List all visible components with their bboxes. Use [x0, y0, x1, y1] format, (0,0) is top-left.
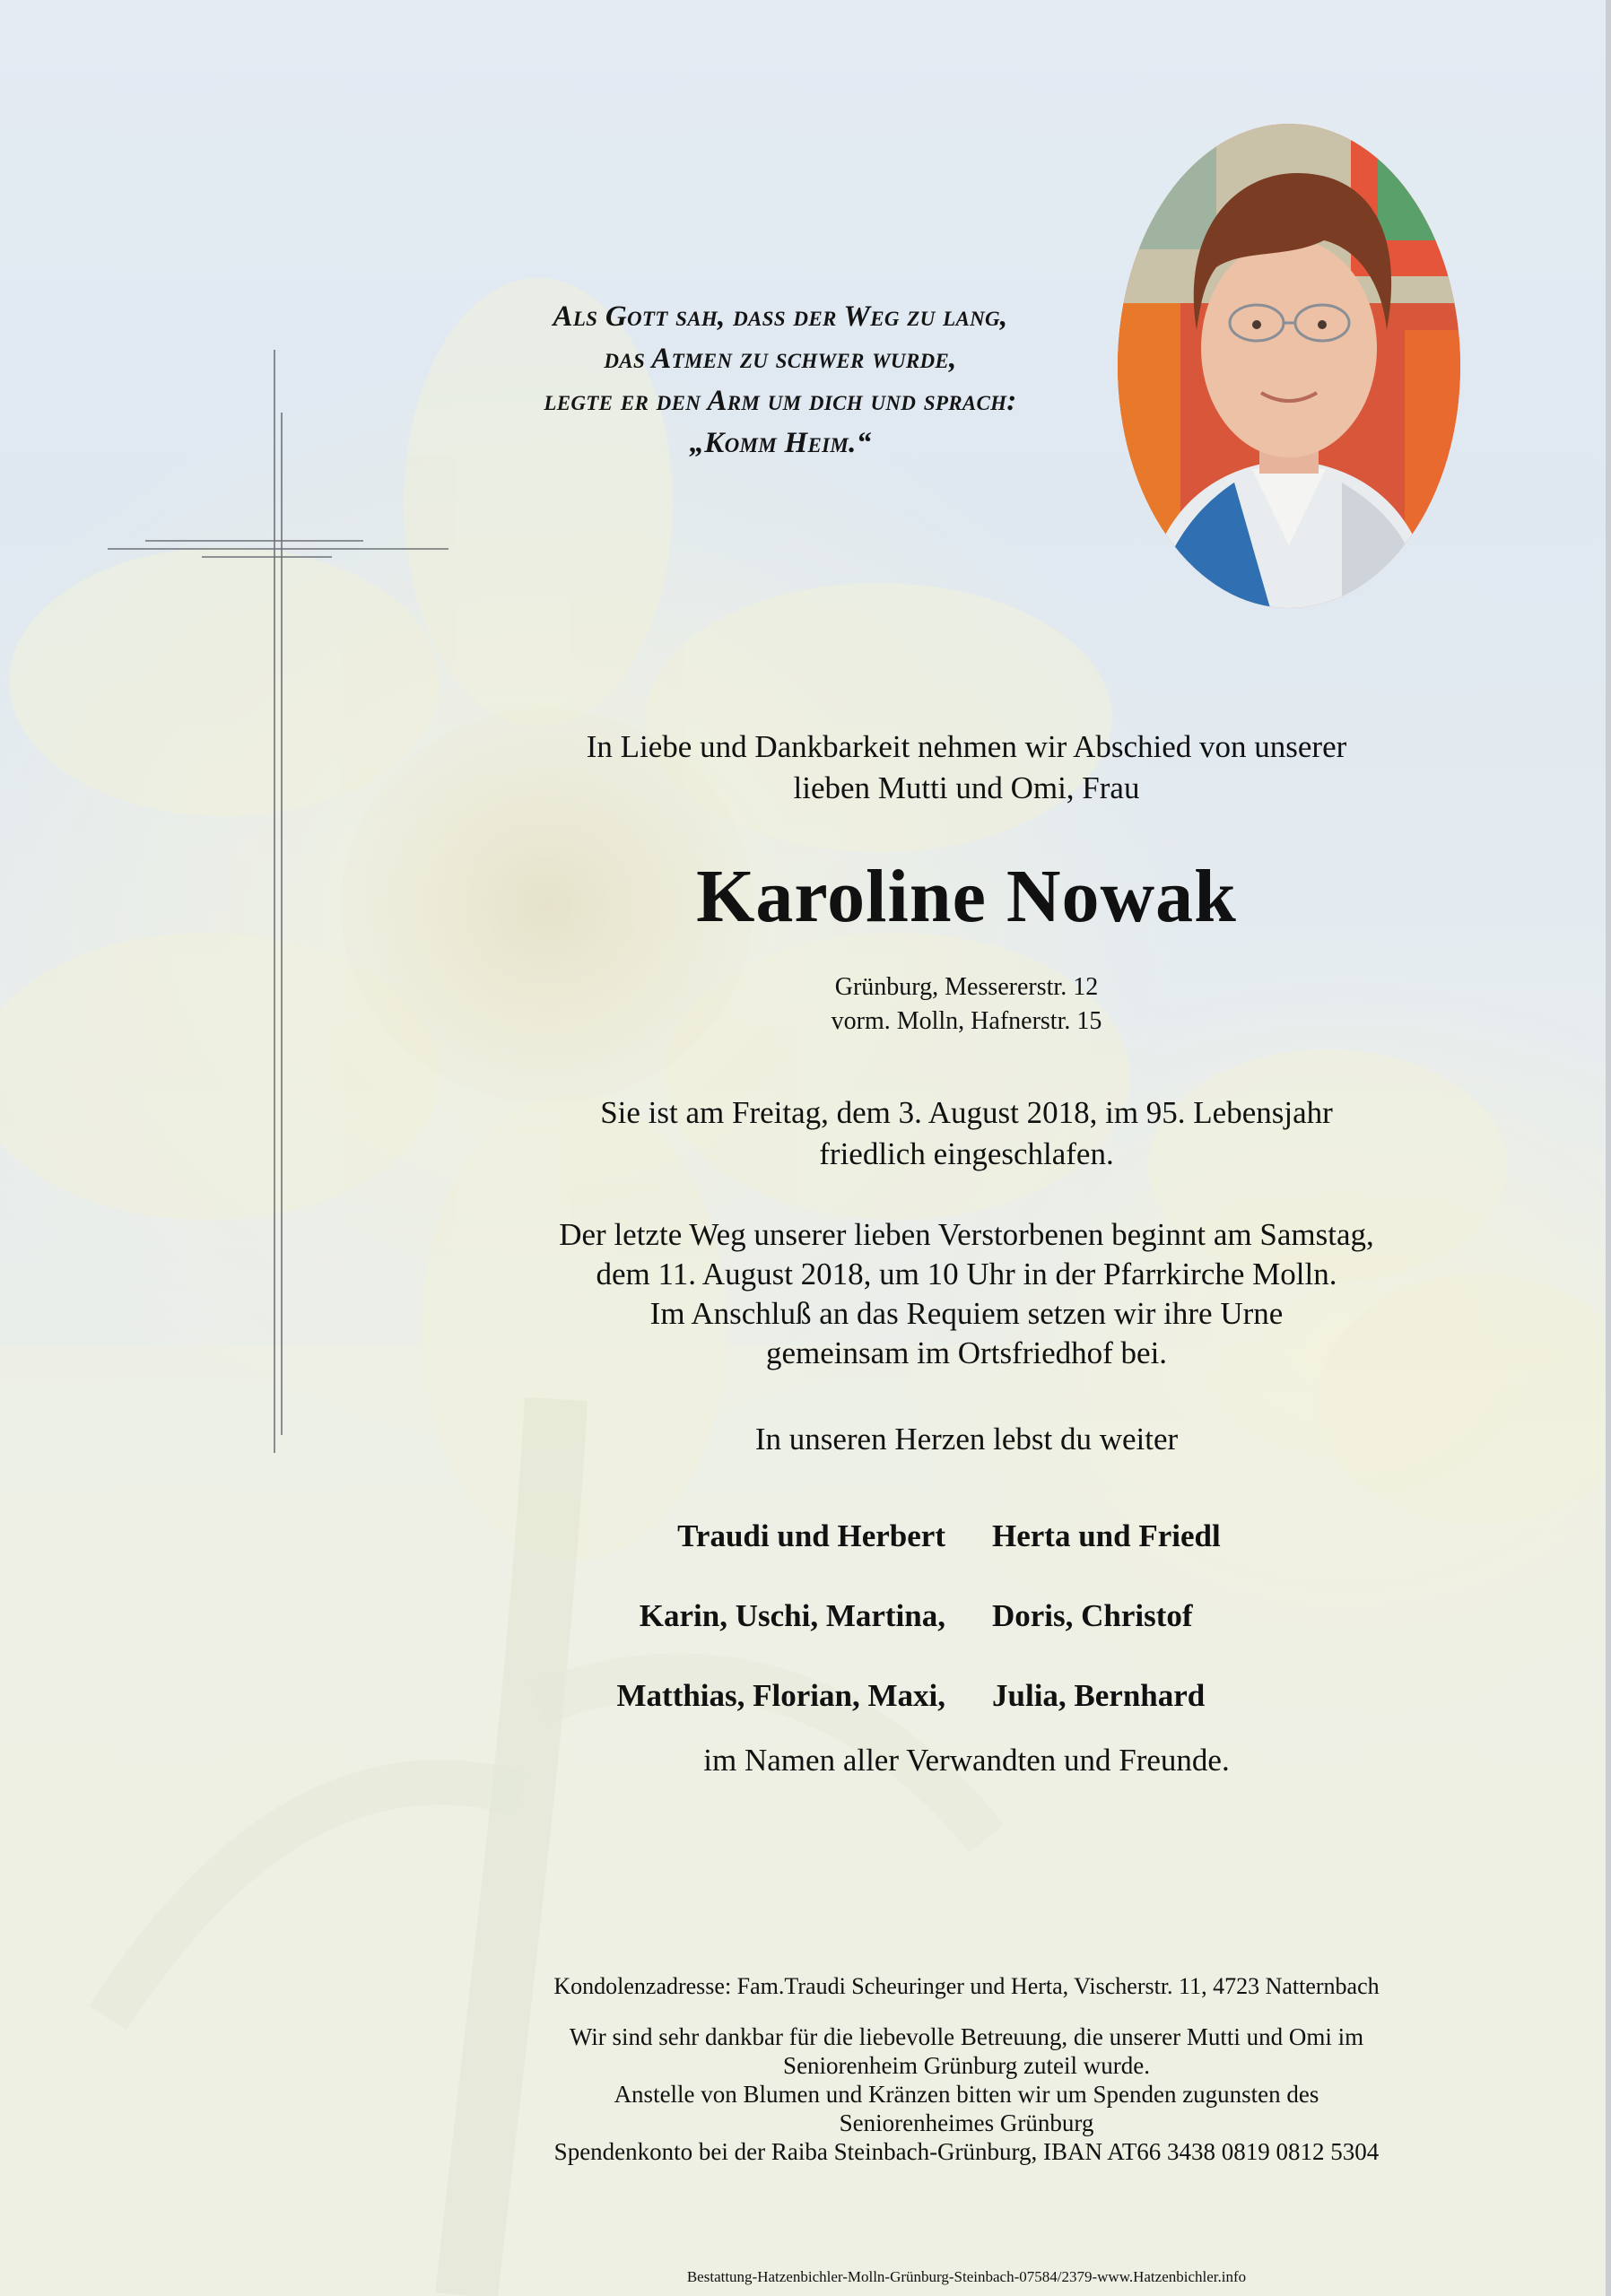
mourner-right: Herta und Friedl — [992, 1518, 1221, 1553]
mourners-row — [574, 1576, 1363, 1656]
condolence-address: Kondolenzadresse: Fam.Traudi Scheuringer und Herta, Vischerstr. 11, 4723 Natternbach — [553, 1973, 1380, 1999]
thanks-line: Seniorenheim Grünburg zuteil wurde. — [783, 2052, 1150, 2079]
mourner-left: Karin, Uschi, Martina, — [639, 1597, 945, 1633]
funeral-notice-line: Im Anschluß an das Requiem setzen wir ihre Urne — [649, 1296, 1284, 1331]
address-line: vorm. Molln, Hafnerstr. 15 — [831, 1007, 1102, 1035]
deceased-address — [466, 970, 1467, 1039]
poem-line: legte er den Arm um dich und sprach: — [544, 385, 1017, 417]
poem-line: Als Gott sah, dass der Weg zu lang, — [553, 300, 1008, 333]
intro-text — [466, 726, 1467, 809]
deceased-name: Karoline Nowak — [696, 855, 1237, 938]
thanks-line: Anstelle von Blumen und Kränzen bitten wir um Spenden zugunsten des — [614, 2081, 1319, 2108]
poem — [484, 296, 1076, 465]
poem-line: „Komm Heim.“ — [689, 427, 872, 459]
thanks-line: Wir sind sehr dankbar für die liebevolle Betreuung, die unserer Mutti und Omi im — [569, 2023, 1364, 2050]
page-edge — [1606, 0, 1611, 2296]
poem-line: das Atmen zu schwer wurde, — [604, 343, 957, 375]
death-notice-line: Sie ist am Freitag, dem 3. August 2018, im 95. Lebensjahr — [600, 1095, 1333, 1130]
mourners-list — [574, 1496, 1363, 1735]
funeral-notice-line: gemeinsam im Ortsfriedhof bei. — [765, 1335, 1168, 1370]
intro-line: In Liebe und Dankbarkeit nehmen wir Abschied von unserer — [586, 729, 1347, 764]
mourner-left: Matthias, Florian, Maxi, — [616, 1677, 945, 1713]
death-notice — [466, 1092, 1467, 1175]
motto: In unseren Herzen lebst du weiter — [754, 1422, 1179, 1457]
funeral-notice — [466, 1215, 1467, 1373]
mourner-right: Doris, Christof — [992, 1597, 1193, 1633]
mourners-row — [574, 1656, 1363, 1735]
thanks-line: Spendenkonto bei der Raiba Steinbach-Grünburg, IBAN AT66 3438 0819 0812 5304 — [553, 2138, 1380, 2165]
cross-icon — [108, 350, 457, 1453]
address-line: Grünburg, Messererstr. 12 — [834, 973, 1099, 1001]
thanks-line: Seniorenheimes Grünburg — [839, 2109, 1094, 2136]
mourner-right: Julia, Bernhard — [992, 1677, 1206, 1713]
mourner-left: Traudi und Herbert — [677, 1518, 945, 1553]
footer-funeral-home: Bestattung-Hatzenbichler-Molln-Grünburg-Steinbach-07584/2379-www.Hatzenbichler.info — [686, 2268, 1247, 2285]
mourners-row — [574, 1496, 1363, 1576]
funeral-notice-line: Der letzte Weg unserer lieben Verstorbenen beginnt am Samstag, — [559, 1217, 1374, 1252]
intro-line: lieben Mutti und Omi, Frau — [793, 770, 1140, 805]
closing-line: im Namen aller Verwandten und Freunde. — [703, 1743, 1230, 1778]
death-notice-line: friedlich eingeschlafen. — [819, 1136, 1114, 1171]
funeral-notice-line: dem 11. August 2018, um 10 Uhr in der Pfarrkirche Molln. — [596, 1257, 1337, 1292]
portrait-photo — [1118, 124, 1460, 608]
thanks-text — [422, 2022, 1511, 2166]
